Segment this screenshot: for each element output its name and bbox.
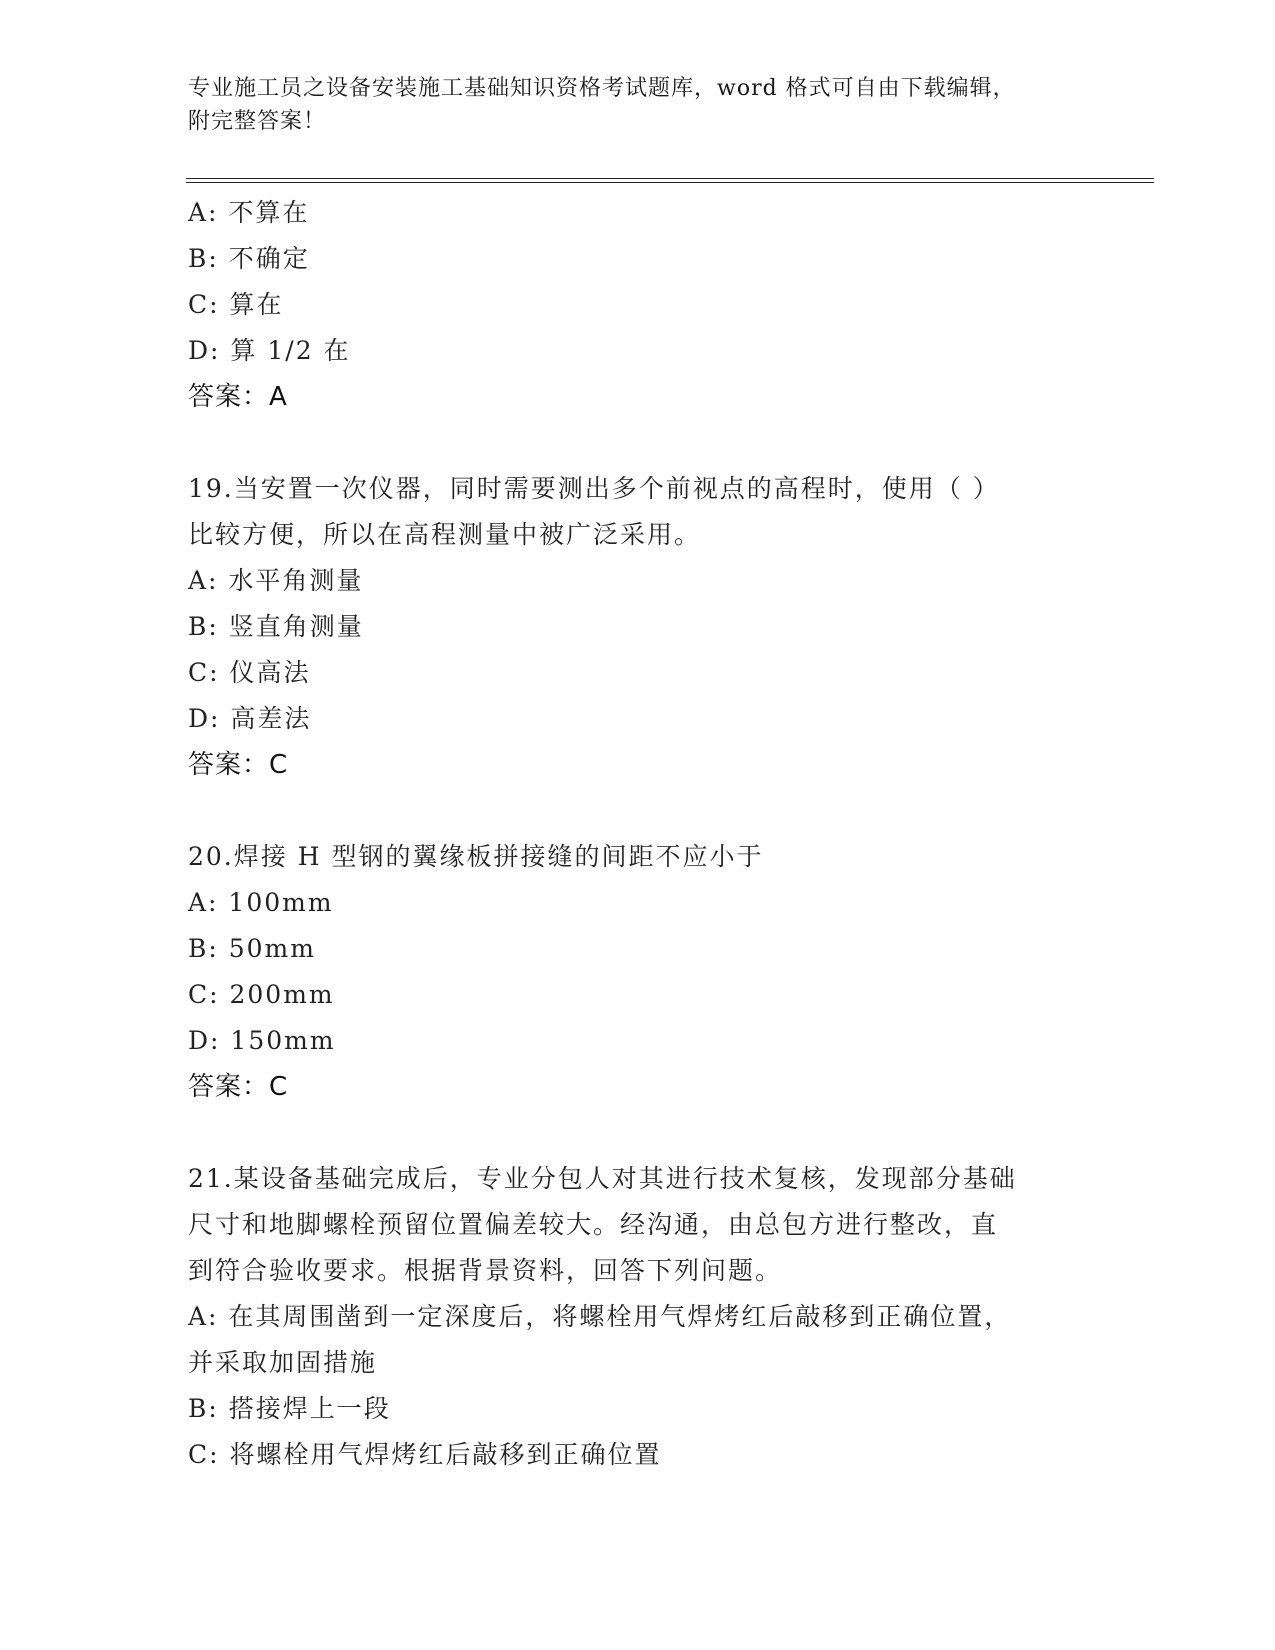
option-c: C: 将螺栓用气焊烤红后敲移到正确位置	[188, 1440, 662, 1469]
option-a: A: 不算在	[188, 198, 310, 227]
option-c: C: 仪高法	[188, 658, 311, 687]
spacer	[188, 1110, 1088, 1156]
option-d: D: 150mm	[188, 1026, 336, 1055]
option-d: D: 高差法	[188, 704, 312, 733]
answer-line: 答案：A	[188, 382, 288, 412]
spacer	[188, 788, 1088, 834]
answer-line: 答案：C	[188, 1072, 289, 1102]
question-20-block	[188, 834, 1088, 1110]
spacer	[188, 420, 1088, 466]
option-c: C: 200mm	[188, 980, 335, 1009]
header-divider-top	[186, 178, 1154, 179]
option-a: A: 在其周围凿到一定深度后，将螺栓用气焊烤红后敲移到正确位置，	[188, 1302, 1012, 1331]
option-a: A: 水平角测量	[188, 566, 364, 595]
question-stem-line: 19.当安置一次仪器，同时需要测出多个前视点的高程时，使用（ ）	[188, 474, 1000, 503]
previous-question-block	[188, 190, 1088, 420]
option-b: B: 搭接焊上一段	[188, 1394, 391, 1423]
option-b: B: 竖直角测量	[188, 612, 364, 641]
header-line-2: 附完整答案！	[188, 109, 327, 134]
option-b: B: 不确定	[188, 244, 310, 273]
question-stem-line: 20.焊接 H 型钢的翼缘板拼接缝的间距不应小于	[188, 842, 764, 871]
option-a: A: 100mm	[188, 888, 334, 917]
header-divider-bottom	[186, 182, 1154, 183]
question-stem-line: 比较方便，所以在高程测量中被广泛采用。	[188, 520, 702, 549]
option-c: C: 算在	[188, 290, 284, 319]
question-content	[188, 190, 1088, 1478]
option-a-continued: 并采取加固措施	[188, 1348, 378, 1377]
question-stem-line: 到符合验收要求。根据背景资料，回答下列问题。	[188, 1256, 783, 1285]
question-21-block	[188, 1156, 1088, 1478]
question-stem-line: 21.某设备基础完成后，专业分包人对其进行技术复核，发现部分基础	[188, 1164, 1017, 1193]
header-line-1: 专业施工员之设备安装施工基础知识资格考试题库，word 格式可自由下载编辑，	[188, 76, 1016, 101]
option-d: D: 算 1/2 在	[188, 336, 351, 365]
answer-line: 答案：C	[188, 750, 289, 780]
document-header	[188, 72, 1088, 138]
option-b: B: 50mm	[188, 934, 316, 963]
question-19-block	[188, 466, 1088, 788]
question-stem-line: 尺寸和地脚螺栓预留位置偏差较大。经沟通，由总包方进行整改，直	[188, 1210, 999, 1239]
